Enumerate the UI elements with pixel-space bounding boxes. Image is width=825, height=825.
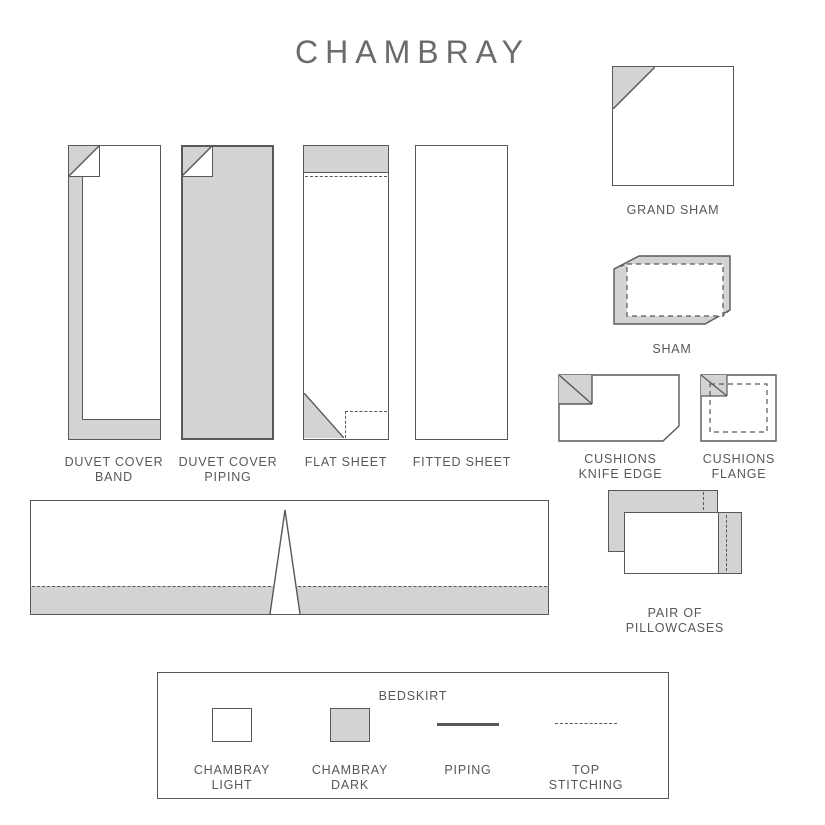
caption-cushions-flange: CUSHIONS FLANGE bbox=[702, 452, 776, 481]
legend-label-piping: PIPING bbox=[444, 763, 492, 777]
page-title: CHAMBRAY bbox=[295, 34, 530, 70]
figure-fitted-sheet bbox=[415, 145, 508, 440]
figure-flat-sheet bbox=[303, 145, 389, 440]
figure-cushions-knife-edge bbox=[558, 374, 680, 442]
cushion-flange-shape bbox=[700, 374, 777, 442]
caption-cushions-knife-edge: CUSHIONS KNIFE EDGE bbox=[578, 452, 663, 481]
caption-sham: SHAM bbox=[652, 342, 692, 356]
legend-label-chambray-dark: CHAMBRAY DARK bbox=[311, 763, 389, 792]
legend-title: BEDSKIRT bbox=[378, 689, 448, 703]
legend-swatch-piping bbox=[437, 723, 499, 726]
caption-fitted-sheet: FITTED SHEET bbox=[412, 455, 512, 469]
sham-shape bbox=[613, 255, 731, 325]
caption-duvet-cover-band: DUVET COVER BAND bbox=[64, 455, 164, 484]
caption-duvet-cover-piping: DUVET COVER PIPING bbox=[178, 455, 278, 484]
legend-swatch-chambray-dark bbox=[330, 708, 370, 742]
cushion-knife-edge-shape bbox=[558, 374, 680, 442]
legend-swatch-top-stitching bbox=[555, 723, 617, 724]
figure-sham bbox=[613, 255, 731, 325]
figure-bedskirt bbox=[30, 500, 549, 615]
figure-duvet-cover-band bbox=[68, 145, 161, 440]
figure-cushions-flange bbox=[700, 374, 777, 442]
legend-label-chambray-light: CHAMBRAY LIGHT bbox=[193, 763, 271, 792]
legend-label-top-stitching: TOP STITCHING bbox=[548, 763, 624, 792]
caption-flat-sheet: FLAT SHEET bbox=[304, 455, 388, 469]
legend-swatch-chambray-light bbox=[212, 708, 252, 742]
figure-pair-of-pillowcases bbox=[608, 490, 743, 595]
figure-duvet-cover-piping bbox=[181, 145, 274, 440]
caption-pair-of-pillowcases: PAIR OF PILLOWCASES bbox=[625, 606, 725, 635]
caption-grand-sham: GRAND SHAM bbox=[626, 203, 720, 217]
figure-grand-sham bbox=[612, 66, 734, 186]
